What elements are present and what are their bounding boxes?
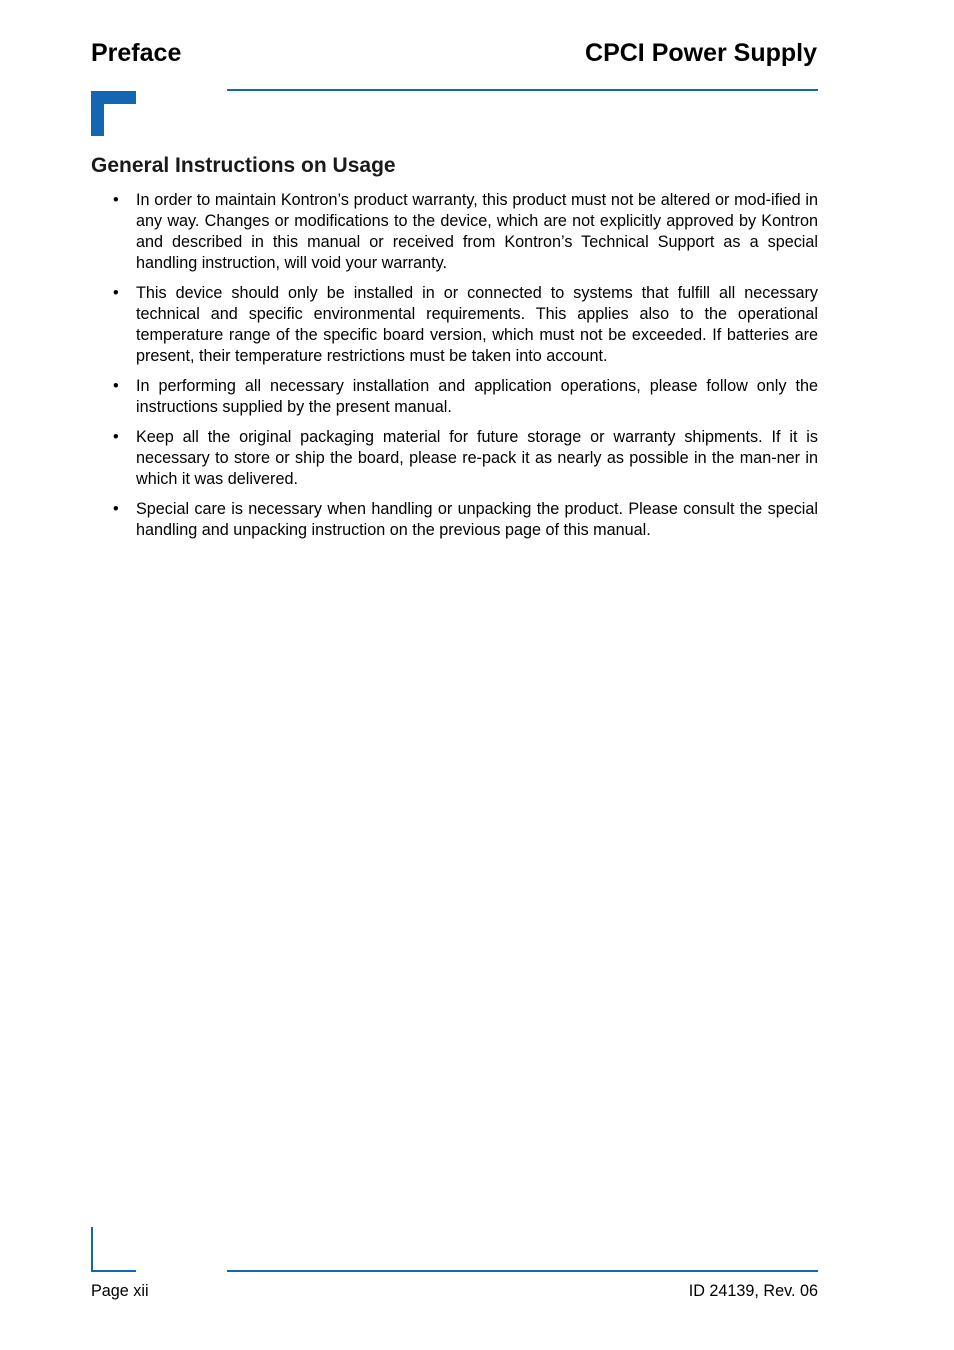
page-number: Page xii — [91, 1282, 149, 1300]
footer-bracket-icon — [91, 1227, 136, 1272]
section-title: General Instructions on Usage — [91, 154, 396, 177]
bullet-icon: • — [113, 500, 119, 518]
document-id: ID 24139, Rev. 06 — [688, 1282, 818, 1300]
list-item — [91, 499, 818, 541]
corner-bracket-icon — [91, 91, 136, 136]
header-rule — [227, 89, 818, 91]
list-item — [91, 190, 818, 274]
list-item-text: Keep all the original packaging material for future storage or warranty shipments. If it is necessary to store or ship the board, please re-pack it as nearly as possible in the man-ner in which it was delivered. — [136, 428, 818, 488]
bullet-icon: • — [113, 428, 119, 446]
header-section-title: Preface — [91, 39, 182, 67]
list-item — [91, 427, 818, 490]
footer-rule — [227, 1270, 818, 1272]
list-item-text: In performing all necessary installation and application operations, please follow only the instructions supplied by the present manual. — [136, 377, 818, 416]
list-item — [91, 283, 818, 367]
instruction-list — [91, 190, 818, 550]
bullet-icon: • — [113, 191, 119, 209]
list-item-text: Special care is necessary when handling or unpacking the product. Please consult the special handling and unpacking instruction on the previous page of this manual. — [136, 500, 818, 539]
list-item-text: In order to maintain Kontron’s product warranty, this product must not be altered or mod-ified in any way. Changes or modifications to the device, which are not explicitly approved by Kontron and described in this manual or received from Kontron’s Technical Support as a special handling instruction, will void your warranty. — [136, 191, 818, 272]
header-product-title: CPCI Power Supply — [585, 39, 817, 67]
bullet-icon: • — [113, 284, 119, 302]
bullet-icon: • — [113, 377, 119, 395]
list-item — [91, 376, 818, 418]
list-item-text: This device should only be installed in or connected to systems that fulfill all necessary technical and specific environmental requirements. This applies also to the operational temperature range of the specific board version, which must not be exceeded. If batteries are present, their temperature restrictions must be taken into account. — [136, 284, 818, 365]
